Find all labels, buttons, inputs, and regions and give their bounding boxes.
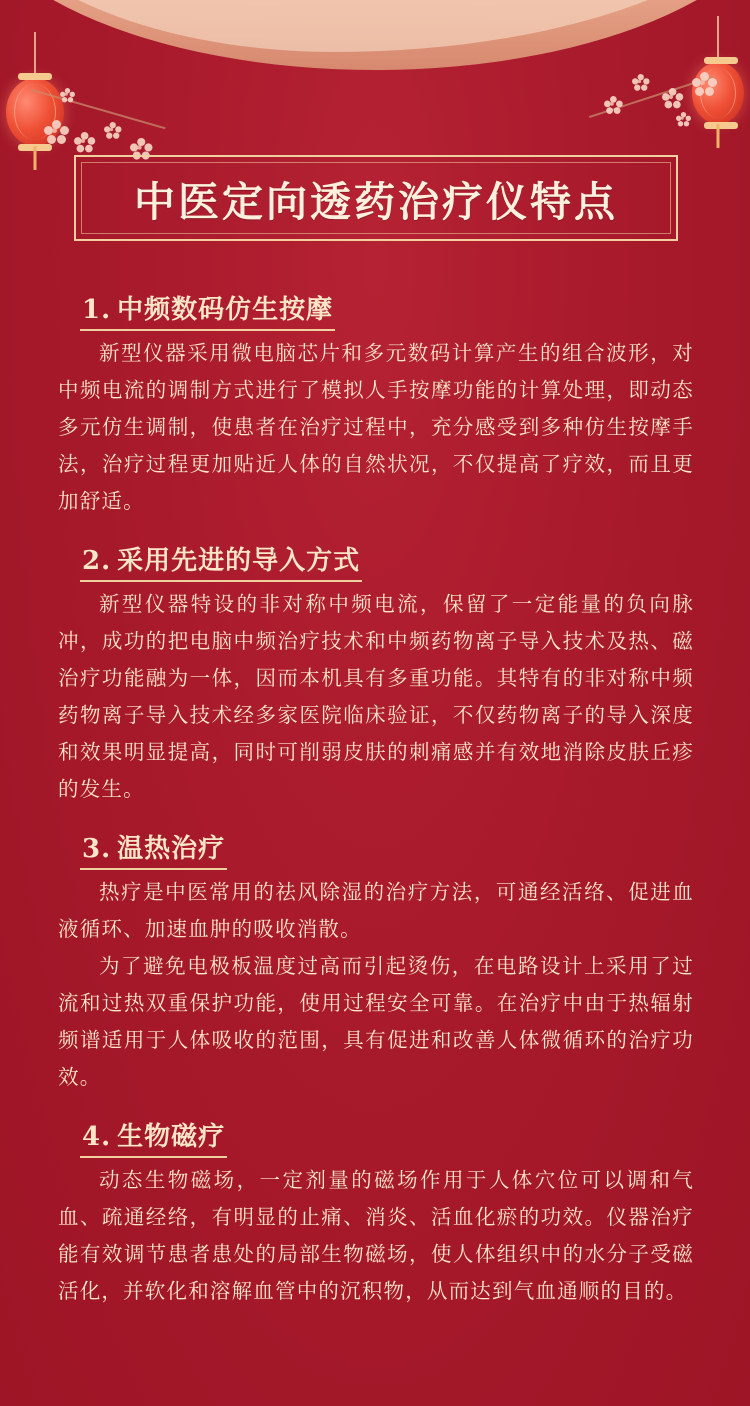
- page-title: 中医定向透药治疗仪特点: [134, 177, 618, 226]
- ribbon-swoop-inner: [0, 0, 750, 52]
- page-title-frame: [74, 155, 678, 241]
- section-paragraph: 新型仪器采用微电脑芯片和多元数码计算产生的组合波形，对中频电流的调制方式进行了模拟人手按摩功能的计算处理，即动态多元仿生调制，使患者在治疗过程中，充分感受到多种仿生按摩手法，治疗过程更加贴近人体的自然状况，不仅提高了疗效，而且更加舒适。: [58, 341, 694, 513]
- section-paragraph: 热疗是中医常用的祛风除湿的治疗方法，可通经活络、促进血液循环、加速血肿的吸收消散。: [58, 880, 694, 941]
- blossom-branch: [30, 89, 165, 130]
- section-number: 1.: [82, 295, 112, 325]
- section-heading: [80, 828, 227, 870]
- lantern-tassel: [717, 124, 720, 148]
- section-4: [58, 1102, 694, 1310]
- section-title: 生物磁疗: [117, 1122, 226, 1152]
- section-number: 2.: [82, 546, 112, 576]
- lantern-body: [6, 78, 64, 146]
- section-paragraph: 为了避免电极板温度过高而引起烫伤，在电路设计上采用了过流和过热双重保护功能，使用过程安全可靠。在治疗中由于热辐射频谱适用于人体吸收的范围，具有促进和改善人体微循环的治疗功效。: [58, 954, 694, 1089]
- lantern-icon-left: [6, 78, 64, 146]
- lantern-body: [692, 62, 744, 124]
- section-number: 3.: [82, 834, 112, 864]
- lantern-ribs: [14, 84, 56, 140]
- section-title: 中频数码仿生按摩: [117, 295, 334, 325]
- blossom-branch: [589, 76, 713, 118]
- lantern-icon-right: [692, 62, 744, 124]
- sections-container: [58, 275, 694, 1316]
- section-paragraph: 动态生物磁场，一定剂量的磁场作用于人体穴位可以调和气血、疏通经络，有明显的止痛、消炎、活血化瘀的功效。仪器治疗能有效调节患者患处的局部生物磁场，使人体组织中的水分子受磁活化，并软化和溶解血管中的沉积物，从而达到气血通顺的目的。: [58, 1168, 694, 1303]
- section-heading: [80, 540, 362, 582]
- lantern-ribs: [700, 68, 736, 118]
- lantern-tassel: [34, 146, 37, 170]
- section-title: 温热治疗: [117, 834, 226, 864]
- section-1: [58, 275, 694, 520]
- section-number: 4.: [82, 1122, 112, 1152]
- section-heading: [80, 1116, 227, 1158]
- lantern-cord: [717, 16, 719, 64]
- section-paragraph: 新型仪器特设的非对称中频电流，保留了一定能量的负向脉冲，成功的把电脑中频治疗技术和中频药物离子导入技术及热、磁治疗功能融为一体，因而本机具有多重功能。其特有的非对称中频药物离子导入技术经多家医院临床验证，不仅药物离子的导入深度和效果明显提高，同时可削弱皮肤的刺痛感并有效地消除皮肤丘疹的发生。: [58, 592, 694, 801]
- section-heading: [80, 289, 335, 331]
- lantern-cord: [34, 32, 36, 80]
- top-ribbon-decoration: [0, 0, 750, 120]
- section-3: [58, 814, 694, 1096]
- ribbon-swoop-outer: [0, 0, 750, 70]
- section-2: [58, 526, 694, 808]
- section-title: 采用先进的导入方式: [117, 546, 361, 576]
